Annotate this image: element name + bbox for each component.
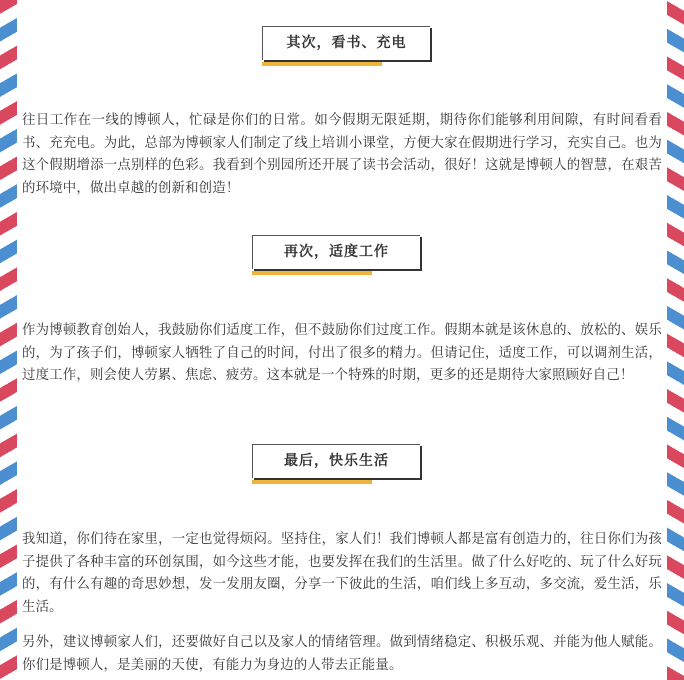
heading-underline (262, 62, 382, 66)
heading-underline (252, 480, 372, 484)
airmail-border-right (667, 0, 684, 680)
section-heading-work: 再次，适度工作 (252, 235, 420, 269)
airmail-border-left (0, 0, 17, 680)
paragraph-reading: 往日工作在一线的博顿人，忙碌是你们的日常。如今假期无限延期，期待你们能够利用间隙，有时间看看书、充充电。为此，总部为博顿家人们制定了线上培训小课堂，方便大家在假期进行学习，充实自己。也为这个假期增添一点别样的色彩。我看到个别园所还开展了读书会活动，很好！这就是博顿人的智慧，在艰苦的环境中，做出卓越的创新和创造！ (22, 113, 662, 196)
section-heading-life: 最后，快乐生活 (252, 444, 420, 478)
section-heading-reading: 其次，看书、充电 (262, 26, 430, 60)
paragraph-emotion: 另外，建议博顿家人们，还要做好自己以及家人的情绪管理。做到情绪稳定、积极乐观、并能为他人赋能。你们是博顿人，是美丽的天使，有能力为身边的人带去正能量。 (22, 635, 662, 673)
heading-underline (252, 271, 372, 275)
paragraph-life: 我知道，你们待在家里，一定也觉得烦闷。坚持住，家人们！我们博顿人都是富有创造力的，往日你们为孩子提供了各种丰富的环创氛围，如今这些才能，也要发挥在我们的生活里。做了什么好吃的、玩了什么好玩的，有什么有趣的奇思妙想，发一发朋友圈，分享一下彼此的生活，咱们线上多互动，多交流，爱生活，乐生活。 (22, 532, 662, 615)
paragraph-work: 作为博顿教育创始人，我鼓励你们适度工作，但不鼓励你们过度工作。假期本就是该休息的、放松的、娱乐的，为了孩子们，博顿家人牺牲了自己的时间，付出了很多的精力。但请记住，适度工作，可以调剂生活，过度工作，则会使人劳累、焦虑、疲劳。这本就是一个特殊的时期，更多的还是期待大家照顾好自己！ (22, 323, 662, 383)
